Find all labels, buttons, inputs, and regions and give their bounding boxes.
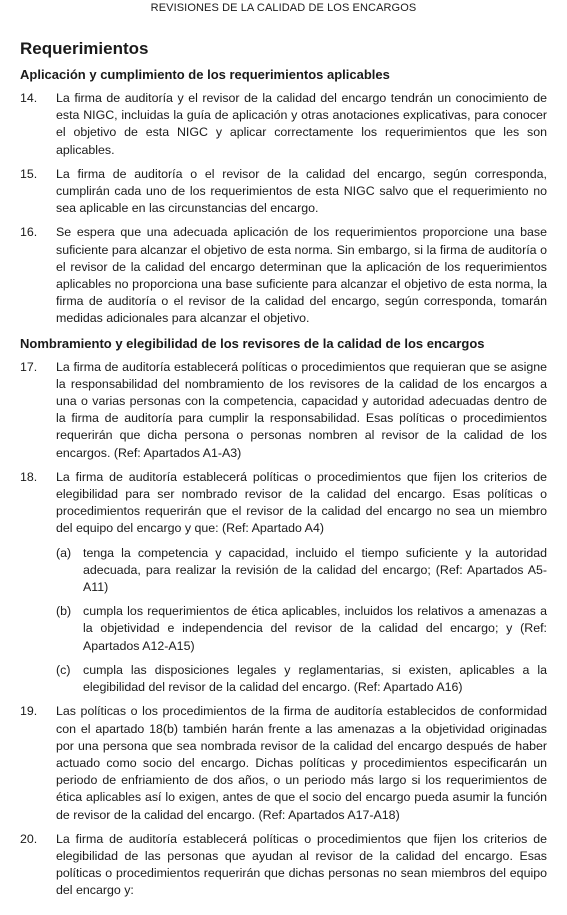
- paragraph-number: 14.: [20, 91, 38, 105]
- paragraph-text: La firma de auditoría y el revisor de la calidad del encargo tendrán un conocimiento de esta NIGC, incluidas la guía de aplicación y otras anotaciones explicativas, para conocer el objetivo de esta NIGC y aplicar correctamente los requerimientos que les son aplicables.: [56, 91, 547, 157]
- sub-item-text: cumpla las disposiciones legales y reglamentarias, si existen, aplicables a la elegibilidad del revisor de la calidad del encargo. (Ref: Apartado A16): [83, 662, 547, 695]
- paragraph-text: Se espera que una adecuada aplicación de los requerimientos proporcione una base suficiente para alcanzar el objetivo de esta norma. Sin embargo, si la firma de auditoría o el revisor de la calidad del encargo determinan que la aplicación de los requerimientos aplicables no proporciona una base suficiente para alcanzar el objetivo de esta norma, la firma de auditoría o el revisor de la calidad del encargo, según corresponda, tomarán medidas adicionales para alcanzar el objetivo.: [56, 225, 547, 326]
- sub-item-text: tenga la competencia y capacidad, incluido el tiempo suficiente y la autoridad adecuada, para realizar la revisión de la calidad del encargo; (Ref: Apartados A5-A11): [83, 545, 547, 595]
- paragraph-18-sub-list: [56, 545, 547, 697]
- paragraph-text: La firma de auditoría o el revisor de la calidad del encargo, según corresponda, cumplirán cada uno de los requerimientos de esta NIGC salvo que el requerimiento no sea aplicable en las circunstancias del encargo.: [56, 166, 547, 216]
- sub-item-letter: (c): [56, 662, 71, 677]
- sub-item-b: [56, 603, 547, 655]
- paragraph-number: 15.: [20, 166, 38, 181]
- paragraph-number: 17.: [20, 359, 38, 374]
- sub-item-letter: (a): [56, 545, 72, 560]
- sub-item-c: [56, 662, 547, 696]
- sub-heading-application: Aplicación y cumplimiento de los requerimientos aplicables: [20, 67, 390, 82]
- running-header: REVISIONES DE LA CALIDAD DE LOS ENCARGOS: [150, 2, 417, 14]
- sub-item-a: [56, 545, 547, 597]
- paragraph-15: [20, 166, 547, 218]
- paragraph-text: La firma de auditoría establecerá políticas o procedimientos que requieran que se asigne la responsabilidad del nombramiento de los revisores de la calidad de los encargos a una o varias personas con la competencia, capacidad y autoridad adecuadas dentro de la firma de auditoría para cumplir la responsabilidad. Esas políticas o procedimientos requerirán que dicha persona o personas nombren al revisor de la calidad de los encargos. (Ref: Apartados A1-A3): [56, 359, 547, 460]
- paragraph-14: [20, 90, 547, 159]
- sub-heading-appointment: Nombramiento y elegibilidad de los revisores de la calidad de los encargos: [20, 335, 485, 351]
- paragraph-18: [20, 469, 547, 538]
- paragraph-17: [20, 359, 547, 462]
- paragraph-number: 20.: [20, 831, 38, 846]
- paragraph-16: [20, 224, 547, 327]
- paragraph-19: [20, 703, 547, 823]
- paragraph-text: Las políticas o los procedimientos de la firma de auditoría establecidos de conformidad con el apartado 18(b) también harán frente a las amenazas a la objetividad originadas por una persona que sea nombrada revisor de la calidad del encargo después de haber actuado como socio del encargo. Dichas políticas y procedimientos especificarán un periodo de enfriamiento de dos años, o un periodo más largo si los requerimientos de ética aplicables así lo exigen, antes de que el socio del encargo pueda asumir la función de revisor de la calidad del encargo. (Ref: Apartados A17-A18): [56, 704, 547, 822]
- paragraph-text: La firma de auditoría establecerá políticas o procedimientos que fijen los criterios de elegibilidad de las personas que ayudan al revisor de la calidad del encargo. Esas políticas o procedimientos requerirán que dichas personas no sean miembros del equipo del encargo y:: [56, 831, 547, 898]
- sub-item-letter: (b): [56, 604, 72, 619]
- section-title: Requerimientos: [20, 39, 149, 58]
- paragraph-20: [20, 831, 547, 900]
- sub-item-text: cumpla los requerimientos de ética aplicables, incluidos los relativos a amenazas a la objetividad e independencia del revisor de la calidad del encargo; y (Ref: Apartados A12-A15): [83, 604, 547, 653]
- paragraph-text: La firma de auditoría establecerá políticas o procedimientos que fijen los criterios de elegibilidad para ser nombrado revisor de la calidad del encargo. Esas políticas o procedimientos requerirán que el revisor de la calidad del encargo no sea un miembro del equipo del encargo y que: (Ref: Apartado A4): [56, 469, 547, 536]
- paragraph-number: 16.: [20, 225, 38, 240]
- paragraph-number: 18.: [20, 469, 38, 484]
- paragraph-number: 19.: [20, 704, 38, 719]
